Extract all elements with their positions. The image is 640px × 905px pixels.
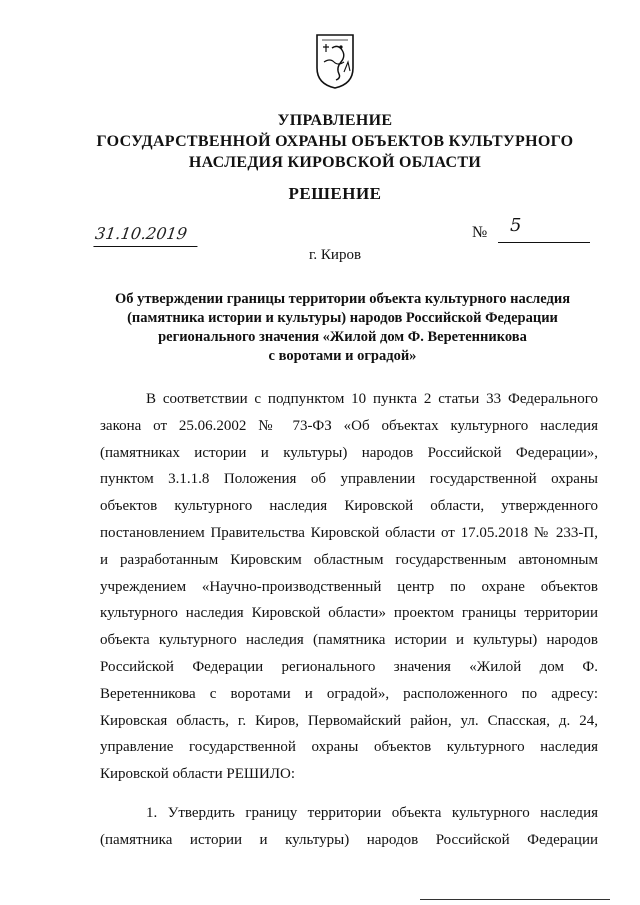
text-line: и разработанным Кировским областным государственным автономным [100, 551, 598, 568]
paragraph-item-1 [100, 800, 598, 854]
text-line: объекта культурного наследия (памятника истории и культуры) народов [100, 632, 598, 649]
text-line: (памятника истории и культуры) народов Российской Федерации [100, 831, 598, 848]
text-line: управление государственной охраны объектов культурного наследия [100, 739, 598, 756]
footer-rule [420, 899, 610, 900]
document-heading [105, 290, 580, 366]
text-line: Кировской области РЕШИЛО: [100, 766, 296, 783]
org-line: ГОСУДАРСТВЕННОЙ ОХРАНЫ ОБЪЕКТОВ КУЛЬТУРНОГО [96, 133, 574, 150]
text-line: постановлением Правительства Кировской области от 17.05.2018 № 233-П, [100, 524, 598, 541]
text-line: 1. Утвердить границу территории объекта культурного наследия [146, 805, 598, 821]
text-line: Кировская область, г. Киров, Первомайский район, ул. Спасская, д. 24, [100, 712, 598, 729]
text-line: закона от 25.06.2002 № 73-ФЗ «Об объектах культурного наследия [100, 417, 598, 434]
text-line: Российской Федерации регионального значения «Жилой дом Ф. [100, 658, 598, 675]
paragraph-preamble [100, 386, 598, 788]
text-line: учреждением «Научно-производственный центр по охране объектов [100, 578, 598, 595]
text-line: объектов культурного наследия Кировской области, утвержденного [100, 498, 598, 515]
text-line: культурного наследия Кировской области» проектом границы территории [100, 605, 598, 622]
heading-line: с воротами и оградой» [268, 348, 417, 364]
org-line: УПРАВЛЕНИЕ [277, 112, 393, 129]
text-line: В соответствии с подпунктом 10 пункта 2 статьи 33 Федерального [146, 391, 598, 407]
city: г. Киров [308, 247, 362, 263]
document-number: 5 [498, 215, 590, 243]
number-sign: № [472, 224, 488, 241]
heading-line: (памятника истории и культуры) народов Российской Федерации [127, 310, 558, 326]
text-line: Веретенникова с воротами и оградой», расположенного по адресу: [100, 685, 598, 702]
org-line: НАСЛЕДИЯ КИРОВСКОЙ ОБЛАСТИ [188, 154, 482, 171]
text-line: пунктом 3.1.1.8 Положения об управлении государственной охраны [100, 471, 598, 488]
heading-line: Об утверждении границы территории объекта культурного наследия [114, 291, 571, 307]
text-line: (памятниках истории и культуры) народов Российской Федерации», [100, 444, 598, 461]
document-type: РЕШЕНИЕ [288, 184, 382, 203]
coat-of-arms-icon [314, 32, 356, 90]
document-date: 31.10.2019 [93, 224, 200, 247]
organization-name [60, 110, 610, 173]
heading-line: регионального значения «Жилой дом Ф. Веретенникова [158, 329, 527, 345]
